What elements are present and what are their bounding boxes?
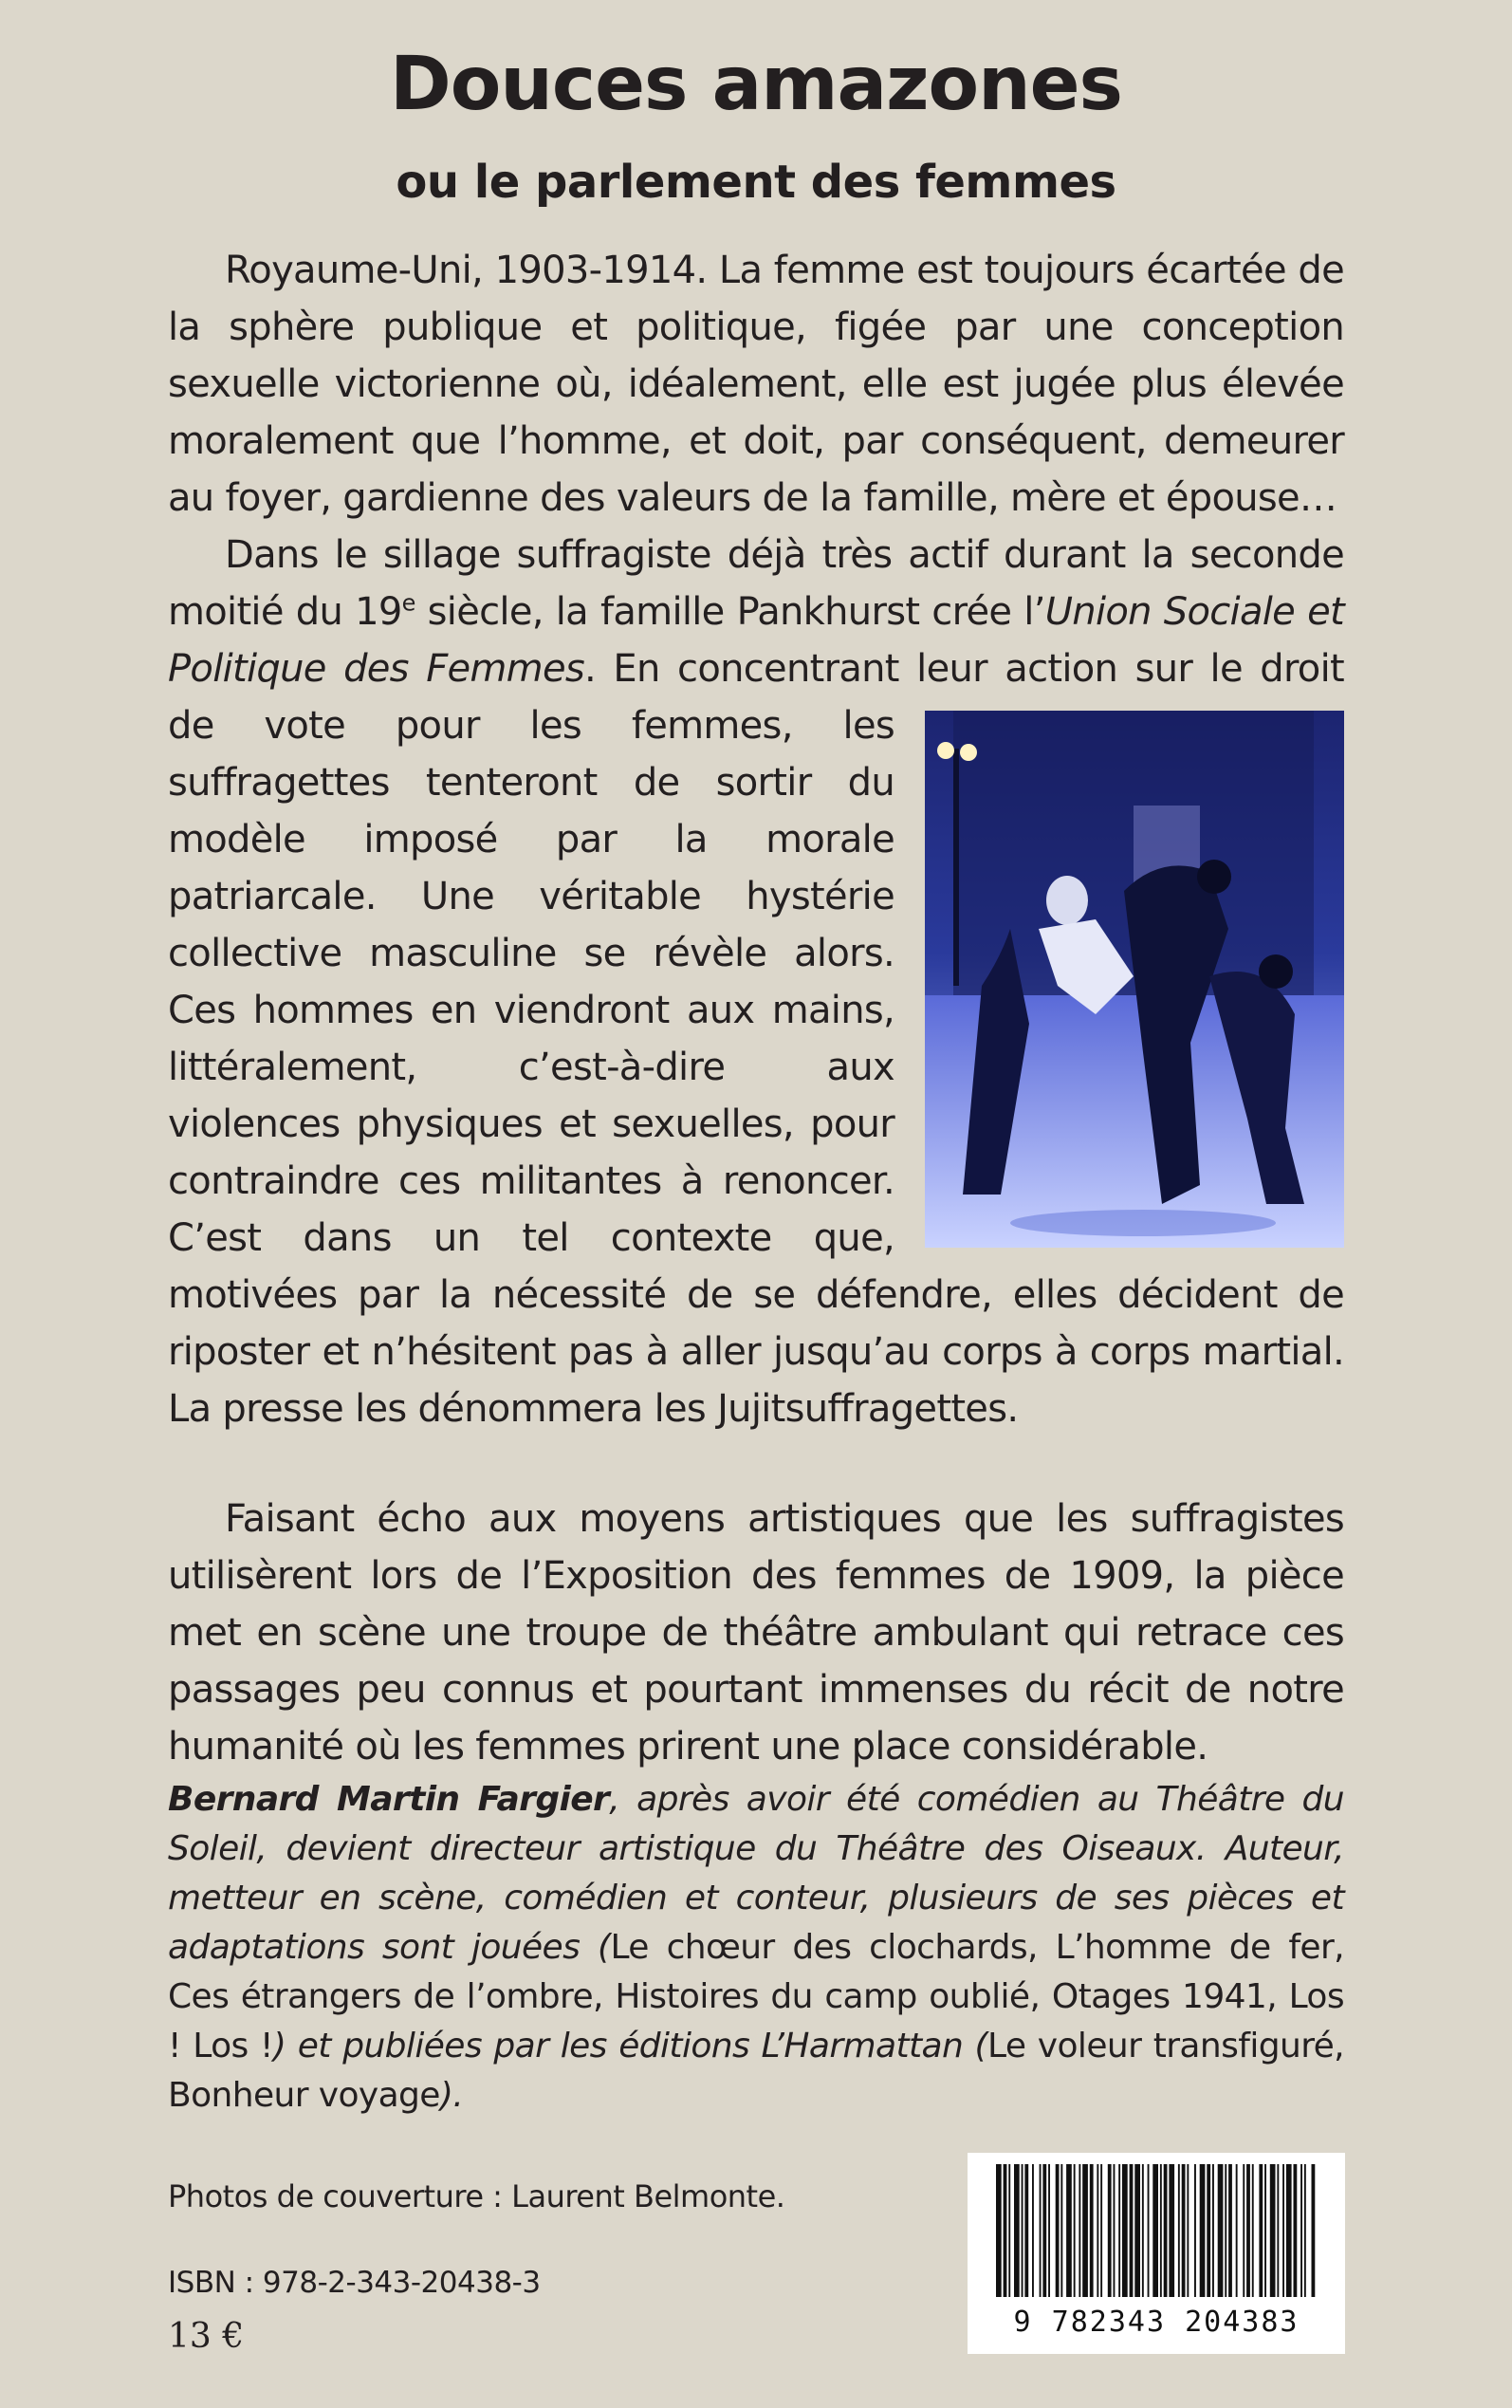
barcode-bar (1236, 2164, 1238, 2297)
barcode-bar (1246, 2164, 1250, 2297)
barcode-graphic (968, 2153, 1345, 2354)
barcode-bar (1114, 2164, 1116, 2297)
barcode-bar (1200, 2164, 1206, 2297)
p2-text-a: Dans le sillage suffragiste déjà très actif durant la seconde moitié du 19 (168, 533, 1344, 634)
barcode-bar (1259, 2164, 1263, 2297)
barcode-bar (1048, 2164, 1050, 2297)
synopsis-paragraph-1: Royaume-Uni, 1903-1914. La femme est toujours écartée de la sphère publique et politique, figée par une conception sexuelle victorienne où, idéalement, elle est jugée plus élevée moralement que l’homme, et doit, par conséquent, demeurer au foyer, gardienne des valeurs de la famille, mère et épouse… (168, 249, 1344, 520)
barcode-bar (1282, 2164, 1284, 2297)
barcode-bar (1178, 2164, 1180, 2297)
isbn: ISBN : 978-2-343-20438-3 (168, 2266, 541, 2300)
barcode-bar (1060, 2164, 1062, 2297)
barcode-bar (1040, 2164, 1042, 2297)
barcode-bar (1008, 2164, 1010, 2297)
barcode-bar (1090, 2164, 1094, 2297)
barcode-bar (1164, 2164, 1168, 2297)
barcode-bar (1252, 2164, 1254, 2297)
barcode-bar (1243, 2164, 1245, 2297)
barcode-bar (1152, 2164, 1158, 2297)
barcode-bar (1079, 2164, 1080, 2297)
barcode-bar (1134, 2164, 1140, 2297)
barcode-bar (1218, 2164, 1224, 2297)
barcode-bar (1122, 2164, 1128, 2297)
barcode-bar (1304, 2164, 1306, 2297)
barcode-bar (996, 2164, 1002, 2297)
barcode-bar (1169, 2164, 1174, 2297)
p2-text-c-rest: les suffragettes tenteront de sortir du modèle imposé par la morale patriarcale. Une véritable hystérie collective masculine se révèle alors. Ces hommes en viendront aux mains, littéralement, c’est-à-dire aux violences physiques et sexuelles, pour contraindre ces militantes à renoncer. C’est dans un tel contexte que, motivées par la nécessité de se défendre, elles décident de riposter et n’hésitent pas à aller jusqu’au corps à corps martial. La presse les dénommera les Jujitsuffragettes. (168, 704, 1344, 1431)
barcode-digits: 9 782343 204383 (1013, 2306, 1300, 2339)
barcode-bar (1082, 2164, 1088, 2297)
book-subtitle: ou le parlement des femmes (396, 156, 1116, 209)
barcode-bar (1294, 2164, 1298, 2297)
barcode-bar (1032, 2164, 1034, 2297)
synopsis-paragraph-3: Faisant écho aux moyens artistiques que les suffragistes utilisèrent lors de l’Exposition des femmes de 1909, la pièce met en scène une troupe de théâtre ambulant qui retrace ces passages peu connus et pourtant immenses du récit de notre humanité où les femmes prirent une place considérable. (168, 1497, 1344, 1769)
barcode-bar (1118, 2164, 1120, 2297)
price: 13 € (168, 2317, 245, 2356)
barcode-bar (1130, 2164, 1134, 2297)
barcode (968, 2153, 1345, 2354)
author-bio (168, 1775, 1344, 2121)
barcode-bar (1264, 2164, 1266, 2297)
barcode-bar (1056, 2164, 1060, 2297)
barcode-bar (1014, 2164, 1020, 2297)
bio-works-2: Le voleur transfiguré, Bonheur voyage (168, 2027, 1344, 2115)
barcode-bar (1187, 2164, 1189, 2297)
barcode-bar (1194, 2164, 1196, 2297)
barcode-bar (1228, 2164, 1232, 2297)
barcode-bar (1225, 2164, 1226, 2297)
barcode-bar (1042, 2164, 1046, 2297)
barcode-bar (1286, 2164, 1292, 2297)
synopsis-paragraph-2 (168, 527, 1344, 1437)
barcode-bar (1148, 2164, 1150, 2297)
bio-text-3: ). (439, 2076, 464, 2115)
barcode-bar (1277, 2164, 1279, 2297)
bio-text-2: ) et publiées par les éditions L’Harmattan ( (272, 2027, 988, 2065)
bio-works-1: Le chœur des clochards, L’homme de fer, Ces étrangers de l’ombre, Histoires du camp oublié, Otages 1941, Los ! Los ! (168, 1928, 1344, 2065)
book-title: Douces amazones (390, 42, 1122, 127)
author-name: Bernard Martin Fargier (168, 1780, 610, 1819)
barcode-bar (1022, 2164, 1023, 2297)
barcode-bar (1024, 2164, 1028, 2297)
p2-text-b: siècle, la famille Pankhurst crée l’ (415, 590, 1045, 634)
p2-organization-name: Union Sociale et Politique des Femmes (168, 590, 1344, 691)
bio-text-1: , après avoir été comédien au Théâtre du Soleil, devient directeur artistique du Théâtre des Oiseaux. Auteur, metteur en scène, comédien et conteur, plusieurs de ses pièces et adaptations sont jouées ( (168, 1780, 1344, 1967)
p2-superscript: e (401, 589, 415, 617)
barcode-bar (1182, 2164, 1186, 2297)
barcode-bar (1270, 2164, 1276, 2297)
barcode-bar (1212, 2164, 1214, 2297)
barcode-bar (1066, 2164, 1072, 2297)
cover-photo (925, 711, 1344, 1248)
synopsis (168, 242, 1344, 1775)
barcode-bar (1300, 2164, 1302, 2297)
barcode-bar (1097, 2164, 1098, 2297)
barcode-bar (1100, 2164, 1102, 2297)
p2-text-c: . En concentrant leur action sur le droit de vote pour les femmes, (168, 647, 1344, 748)
barcode-bar (1004, 2164, 1007, 2297)
barcode-bar (1142, 2164, 1144, 2297)
barcode-bar (1108, 2164, 1112, 2297)
photo-credit: Photos de couverture : Laurent Belmonte. (168, 2178, 785, 2214)
barcode-bar (1312, 2164, 1316, 2297)
barcode-bar (1207, 2164, 1210, 2297)
barcode-bar (1160, 2164, 1162, 2297)
barcode-bar (1074, 2164, 1076, 2297)
